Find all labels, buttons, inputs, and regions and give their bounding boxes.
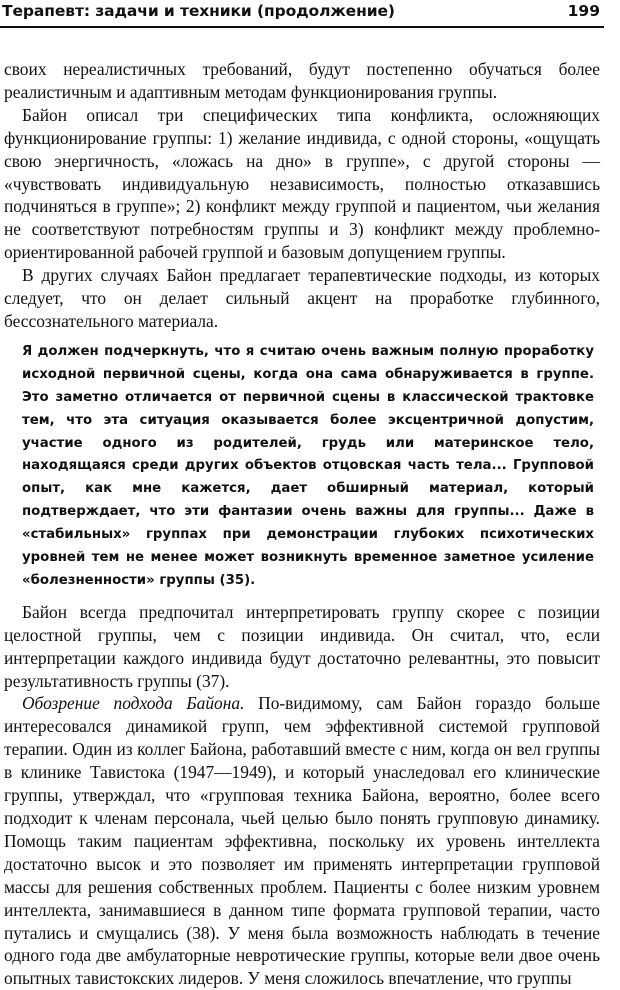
paragraph-4: Байон всегда предпочитал интерпретировать группу скорее с позиции целостной группы, чем с позиции индивида. Он считал, что, если интерпретации каждого индивида будут достаточно релевантны, это повысит результативность группы (37).	[4, 601, 600, 691]
paragraph-5-text: По-видимому, сам Байон гораздо больше интересовался динамикой групп, чем эффективной системой групповой терапии. Один из коллег Байона, работавший вместе с ним, когда он вел группы в клинике Тавистока (1947—1949), и который унаследовал его клинические группы, утверждал, что «групповая техника Байона, вероятно, более всего подходит к членам персонала, чьей целью было понять групповую динамику. Помощь таким пациентам эффективна, поскольку их уровень интеллекта достаточно высок и это позволяет им применять интерпретации групповой массы для решения собственных проблем. Пациенты с более низким уровнем интеллекта, занимавшиеся в данном типе формата групповой терапии, часто путались и смущались (38). У меня была возможность наблюдать в течение одного года две амбулаторные невротические группы, которые вели двое очень опытных тавистокских лидеров. У меня сложилось впечатление, что группы	[4, 693, 600, 989]
paragraph-5	[4, 692, 600, 990]
body-text	[4, 58, 600, 990]
block-quote	[4, 341, 600, 593]
quote-text: Я должен подчеркнуть, что я считаю очень важным полную проработку исходной первичной сцены, когда она сама обнаруживается в группе. Это заметно отличается от первичной сцены в классической трактовке тем, что эта ситуация оказывается более эксцентричной допустим, участие одного из родителей, грудь или материнское тело, находящаяся среди других объектов отцовская часть тела... Групповой опыт, как мне кажется, дает обширный материал, который подтверждает, что эти фантазии очень важны для группы... Даже в «стабильных» группах при демонстрации глубоких психотических уровней тем не менее может возникнуть временное заметное усиление «болезненности» группы (35).	[22, 343, 594, 588]
section-heading-inline: Обозрение подхода Байона.	[22, 693, 245, 714]
running-title: Терапевт: задачи и техники (продолжение)	[2, 2, 395, 20]
page-number: 199	[567, 2, 600, 20]
paragraph-1: своих нереалистичных требований, будут постепенно обучаться более реалистичным и адаптивным методам функционирования группы.	[4, 59, 600, 102]
paragraph-2: Байон описал три специфических типа конфликта, осложняющих функционирование группы: 1) желание индивида, с одной стороны, «ощущать свою энергичность, «ложась на дно» в группе», с другой стороны — «чувствовать индивидуальную независимость, полностью отказавшись подчиняться в группе»; 2) конфликт между группой и пациентом, чьи желания не соответствуют потребностям группы и 3) конфликт между проблемно-ориентированной рабочей группой и базовым допущением группы.	[4, 104, 600, 263]
paragraph-3: В других случаях Байон предлагает терапевтические подходы, из которых следует, что он делает сильный акцент на проработке глубинного, бессознательного материала.	[4, 265, 600, 331]
header-rule	[0, 26, 604, 28]
running-head	[2, 0, 600, 24]
